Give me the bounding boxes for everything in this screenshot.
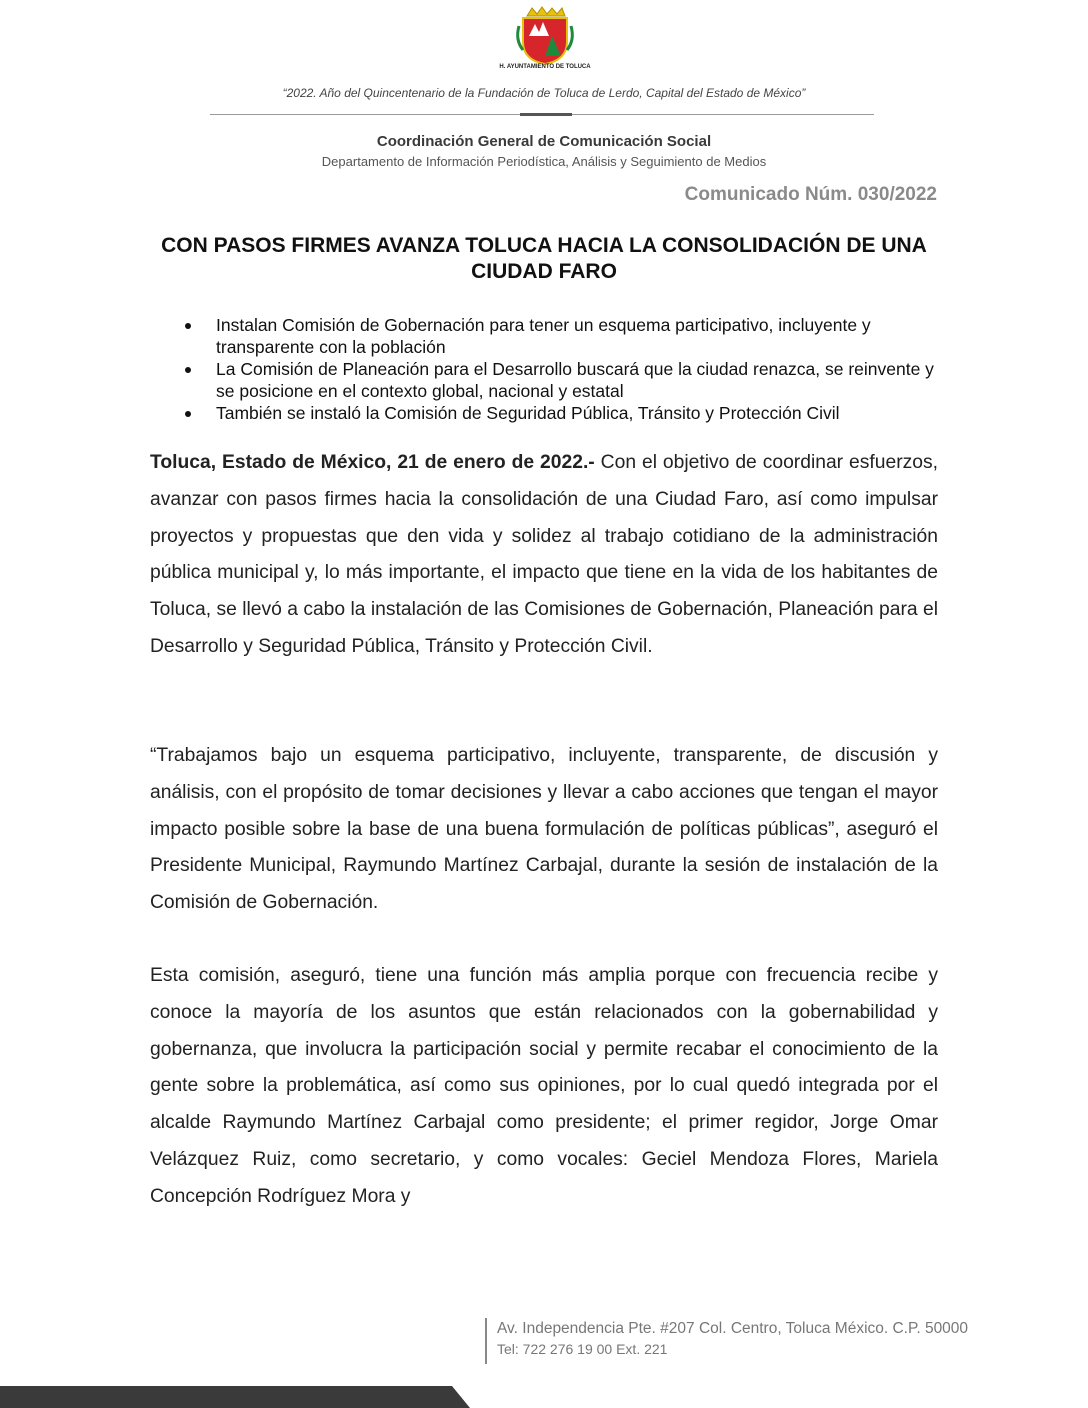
bullet-icon — [185, 411, 191, 417]
paragraph-1 — [150, 445, 938, 666]
footer-address: Av. Independencia Pte. #207 Col. Centro, Toluca México. C.P. 50000 — [497, 1320, 969, 1337]
bullet-icon — [185, 323, 191, 329]
footer-stripe — [0, 1386, 470, 1408]
paragraph-1-text: Con el objetivo de coordinar esfuerzos, avanzar con pasos firmes hacia la consolidación de una Ciudad Faro, así como impulsar proyectos y propuestas que den vida y solidez al trabajo cotidiano de la administración pública municipal y, lo más importante, el impacto que tiene en la vida de los habitantes de Toluca, se llevó a cabo la instalación de las Comisiones de Gobernación, Planeación para el Desarrollo y Seguridad Pública, Tránsito y Protección Civil. — [150, 452, 938, 657]
bullet-icon — [185, 367, 191, 373]
year-motto: “2022. Año del Quincentenario de la Fundación de Toluca de Lerdo, Capital del Estado de México” — [282, 86, 806, 100]
footer-divider — [485, 1318, 487, 1364]
org-subtitle: Departamento de Información Periodística, Análisis y Seguimiento de Medios — [321, 154, 767, 169]
org-title: Coordinación General de Comunicación Social — [376, 133, 712, 150]
logo-caption: H. AYUNTAMIENTO DE TOLUCA — [499, 64, 591, 70]
paragraph-3: Esta comisión, aseguró, tiene una función más amplia porque con frecuencia recibe y conoce la mayoría de los asuntos que están relacionados con la gobernabilidad y gobernanza, que involucra la participación social y permite recabar el conocimiento de la gente sobre la problemática, así como sus opiniones, por lo cual quedó integrada por el alcalde Raymundo Martínez Carbajal como presidente; el primer regidor, Jorge Omar Velázquez Ruiz, como secretario, y como vocales: Geciel Mendoza Flores, Mariela Concepción Rodríguez Mora y — [150, 965, 938, 1207]
header-divider-accent — [520, 113, 572, 116]
headline: CON PASOS FIRMES AVANZA TOLUCA HACIA LA CONSOLIDACIÓN DE UNA CIUDAD FARO — [161, 234, 927, 283]
bullet-item — [181, 314, 941, 358]
comunicado-number: Comunicado Núm. 030/2022 — [684, 184, 937, 205]
summary-bullets — [181, 314, 941, 424]
bullet-text: La Comisión de Planeación para el Desarrollo buscará que la ciudad renazca, se reinvente y se posicione en el contexto global, nacional y estatal — [216, 359, 934, 401]
footer-phone: Tel: 722 276 19 00 Ext. 221 — [497, 1341, 668, 1357]
paragraph-2: “Trabajamos bajo un esquema participativo, incluyente, transparente, de discusión y análisis, con el propósito de tomar decisiones y llevar a cabo acciones que tengan el mayor impacto posible sobre la base de una buena formulación de políticas públicas”, aseguró el Presidente Municipal, Raymundo Martínez Carbajal, durante la sesión de instalación de la Comisión de Gobernación. — [150, 745, 938, 914]
dateline: Toluca, Estado de México, 21 de enero de 2022.- — [150, 452, 595, 473]
bullet-item — [181, 358, 941, 402]
bullet-text: También se instaló la Comisión de Seguridad Pública, Tránsito y Protección Civil — [216, 403, 840, 423]
bullet-item — [181, 402, 941, 424]
bullet-text: Instalan Comisión de Gobernación para tener un esquema participativo, incluyente y transparente con la población — [216, 315, 871, 357]
